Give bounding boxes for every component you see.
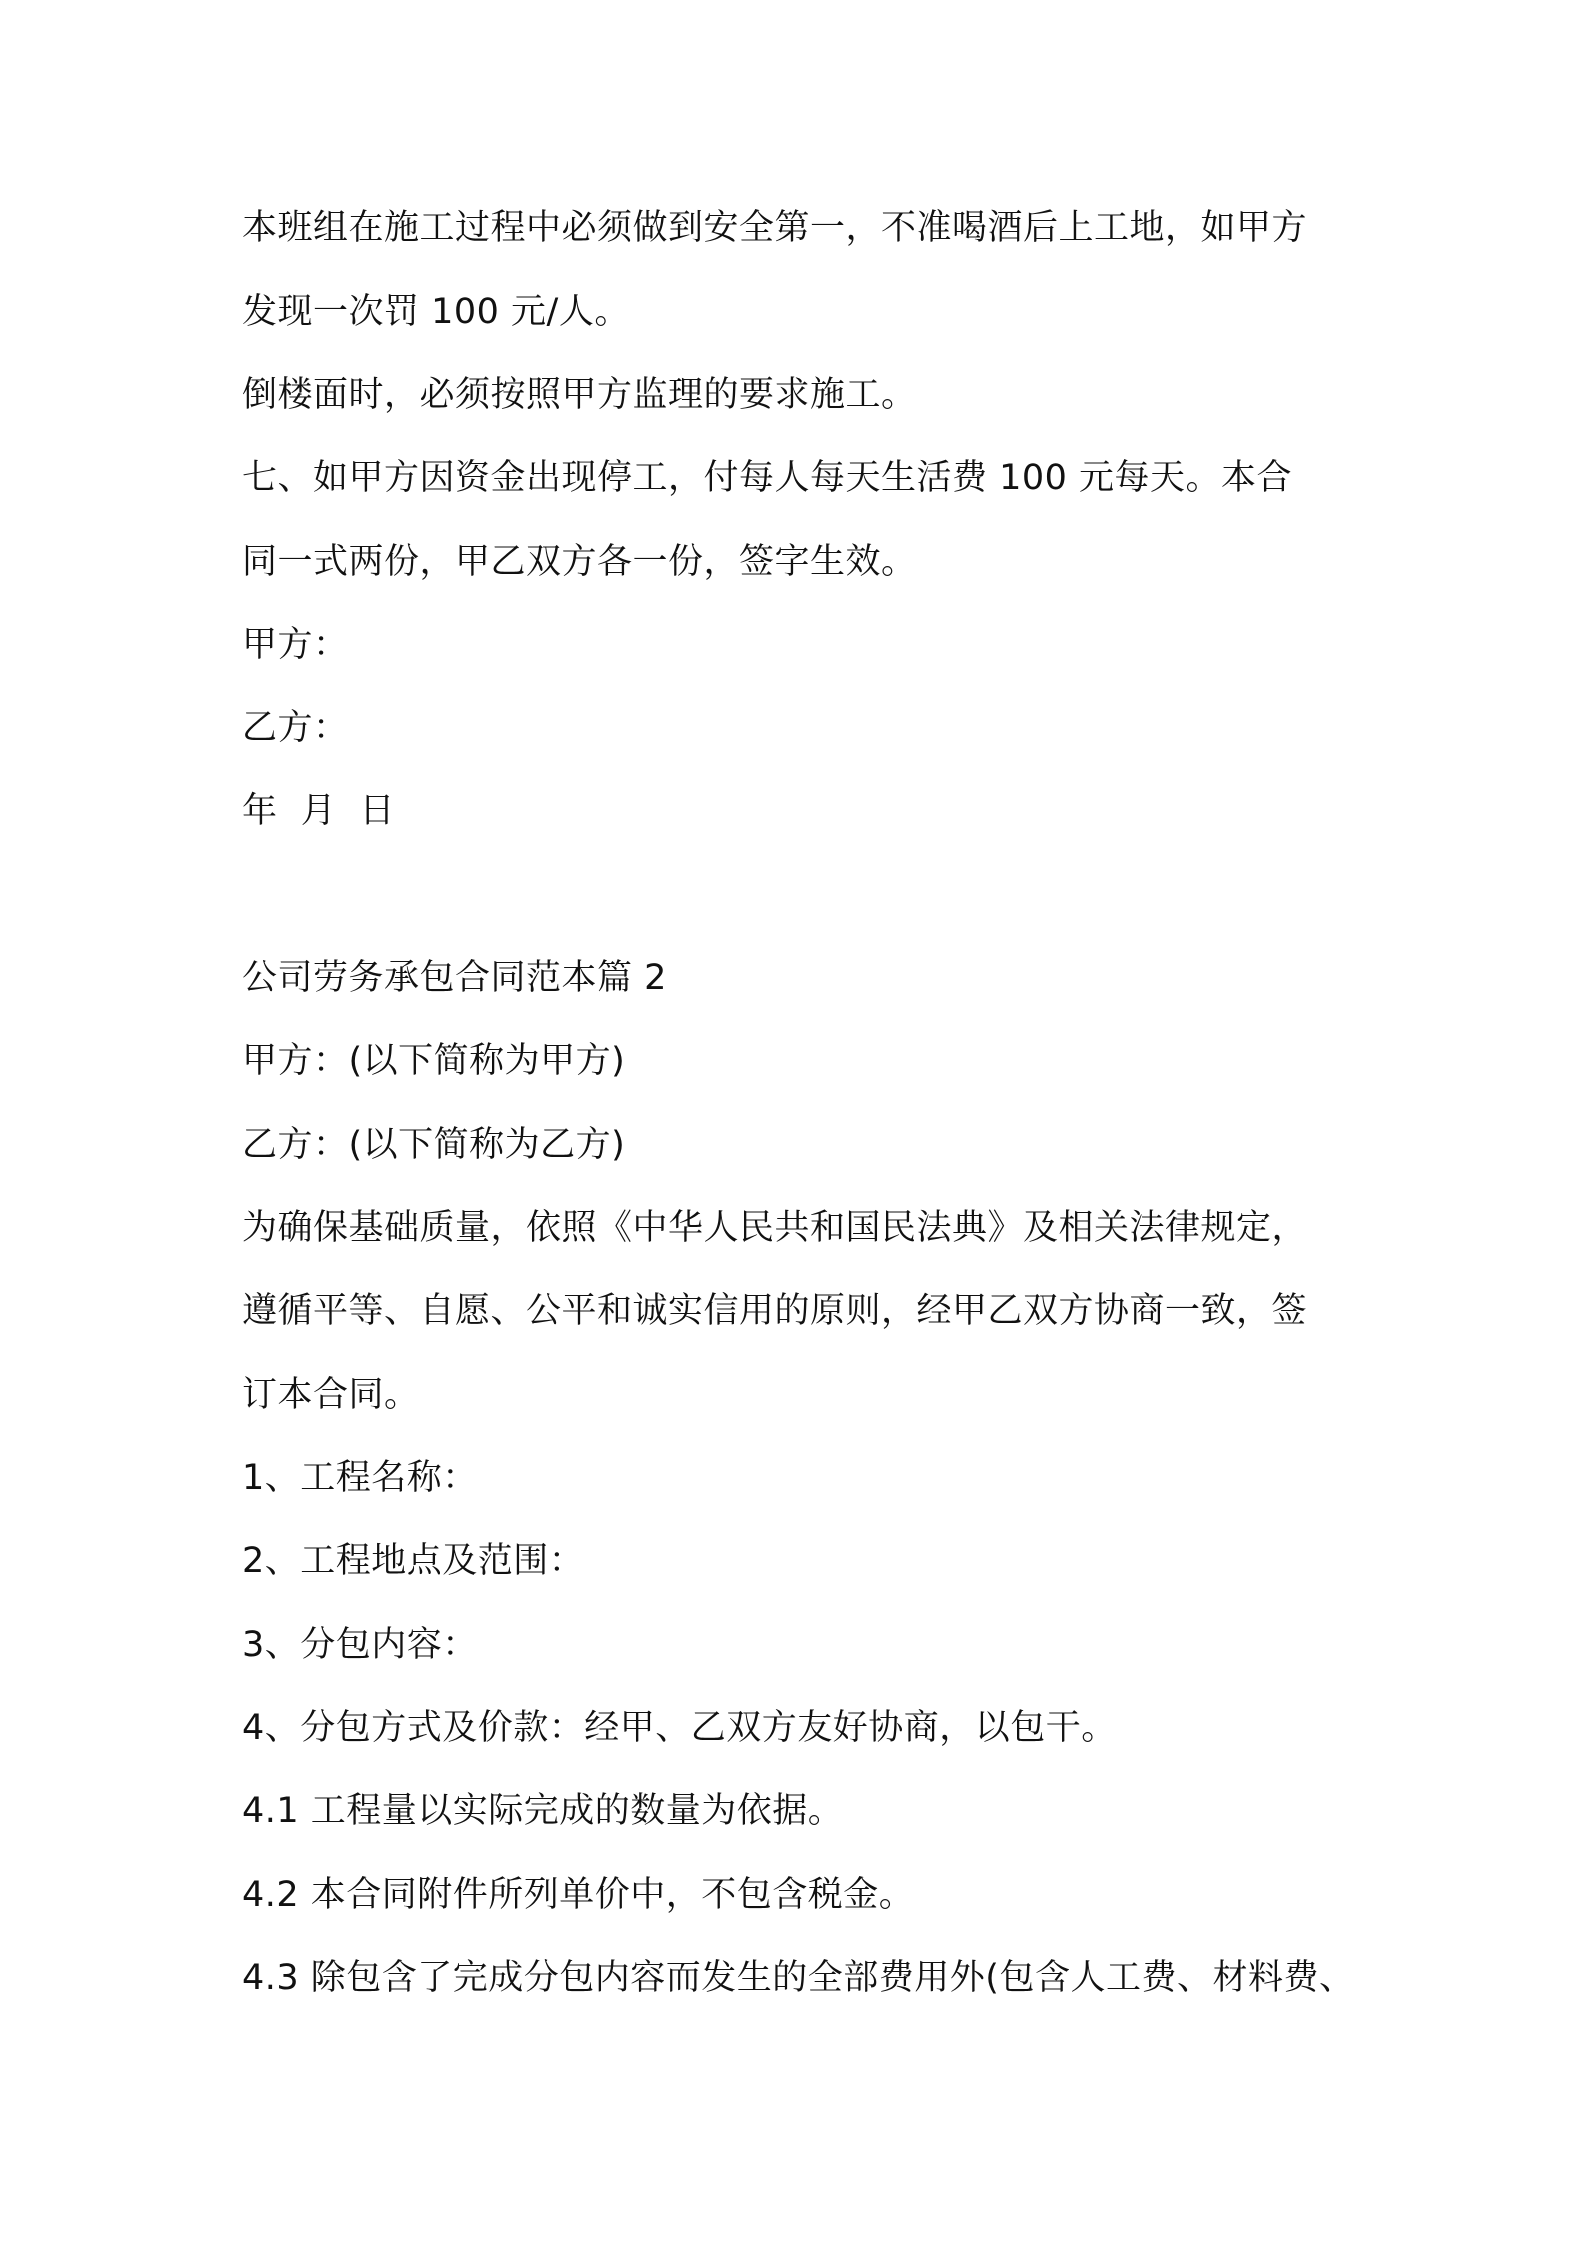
text-line: 本班组在施工过程中必须做到安全第一，不准喝酒后上工地，如甲方	[242, 208, 1308, 248]
clause-3: 3、分包内容：	[242, 1625, 478, 1665]
party-a-label: 甲方：	[242, 625, 349, 665]
clause-4-1: 4.1 工程量以实际完成的数量为依据。	[242, 1791, 844, 1831]
text-line: 为确保基础质量，依照《中华人民共和国民法典》及相关法律规定，	[242, 1208, 1308, 1248]
date-line: 年 月 日	[242, 791, 396, 831]
text-line: 倒楼面时，必须按照甲方监理的要求施工。	[242, 375, 917, 415]
party-b-line: 乙方：(以下简称为乙方)	[242, 1125, 626, 1165]
text-line: 同一式两份，甲乙双方各一份，签字生效。	[242, 542, 917, 582]
text-line: 订本合同。	[242, 1375, 420, 1415]
text-line: 发现一次罚 100 元/人。	[242, 292, 630, 332]
text-line: 七、如甲方因资金出现停工，付每人每天生活费 100 元每天。本合	[242, 458, 1293, 498]
section-title: 公司劳务承包合同范本篇 2	[242, 958, 667, 998]
clause-1: 1、工程名称：	[242, 1458, 478, 1498]
party-a-line: 甲方：(以下简称为甲方)	[242, 1041, 626, 1081]
clause-4-2: 4.2 本合同附件所列单价中，不包含税金。	[242, 1875, 915, 1915]
clause-4-3: 4.3 除包含了完成分包内容而发生的全部费用外(包含人工费、材料费、	[242, 1958, 1355, 1998]
clause-2: 2、工程地点及范围：	[242, 1541, 585, 1581]
party-b-label: 乙方：	[242, 708, 349, 748]
clause-4: 4、分包方式及价款：经甲、乙双方友好协商，以包干。	[242, 1708, 1117, 1748]
text-line: 遵循平等、自愿、公平和诚实信用的原则，经甲乙双方协商一致，签	[242, 1291, 1308, 1331]
